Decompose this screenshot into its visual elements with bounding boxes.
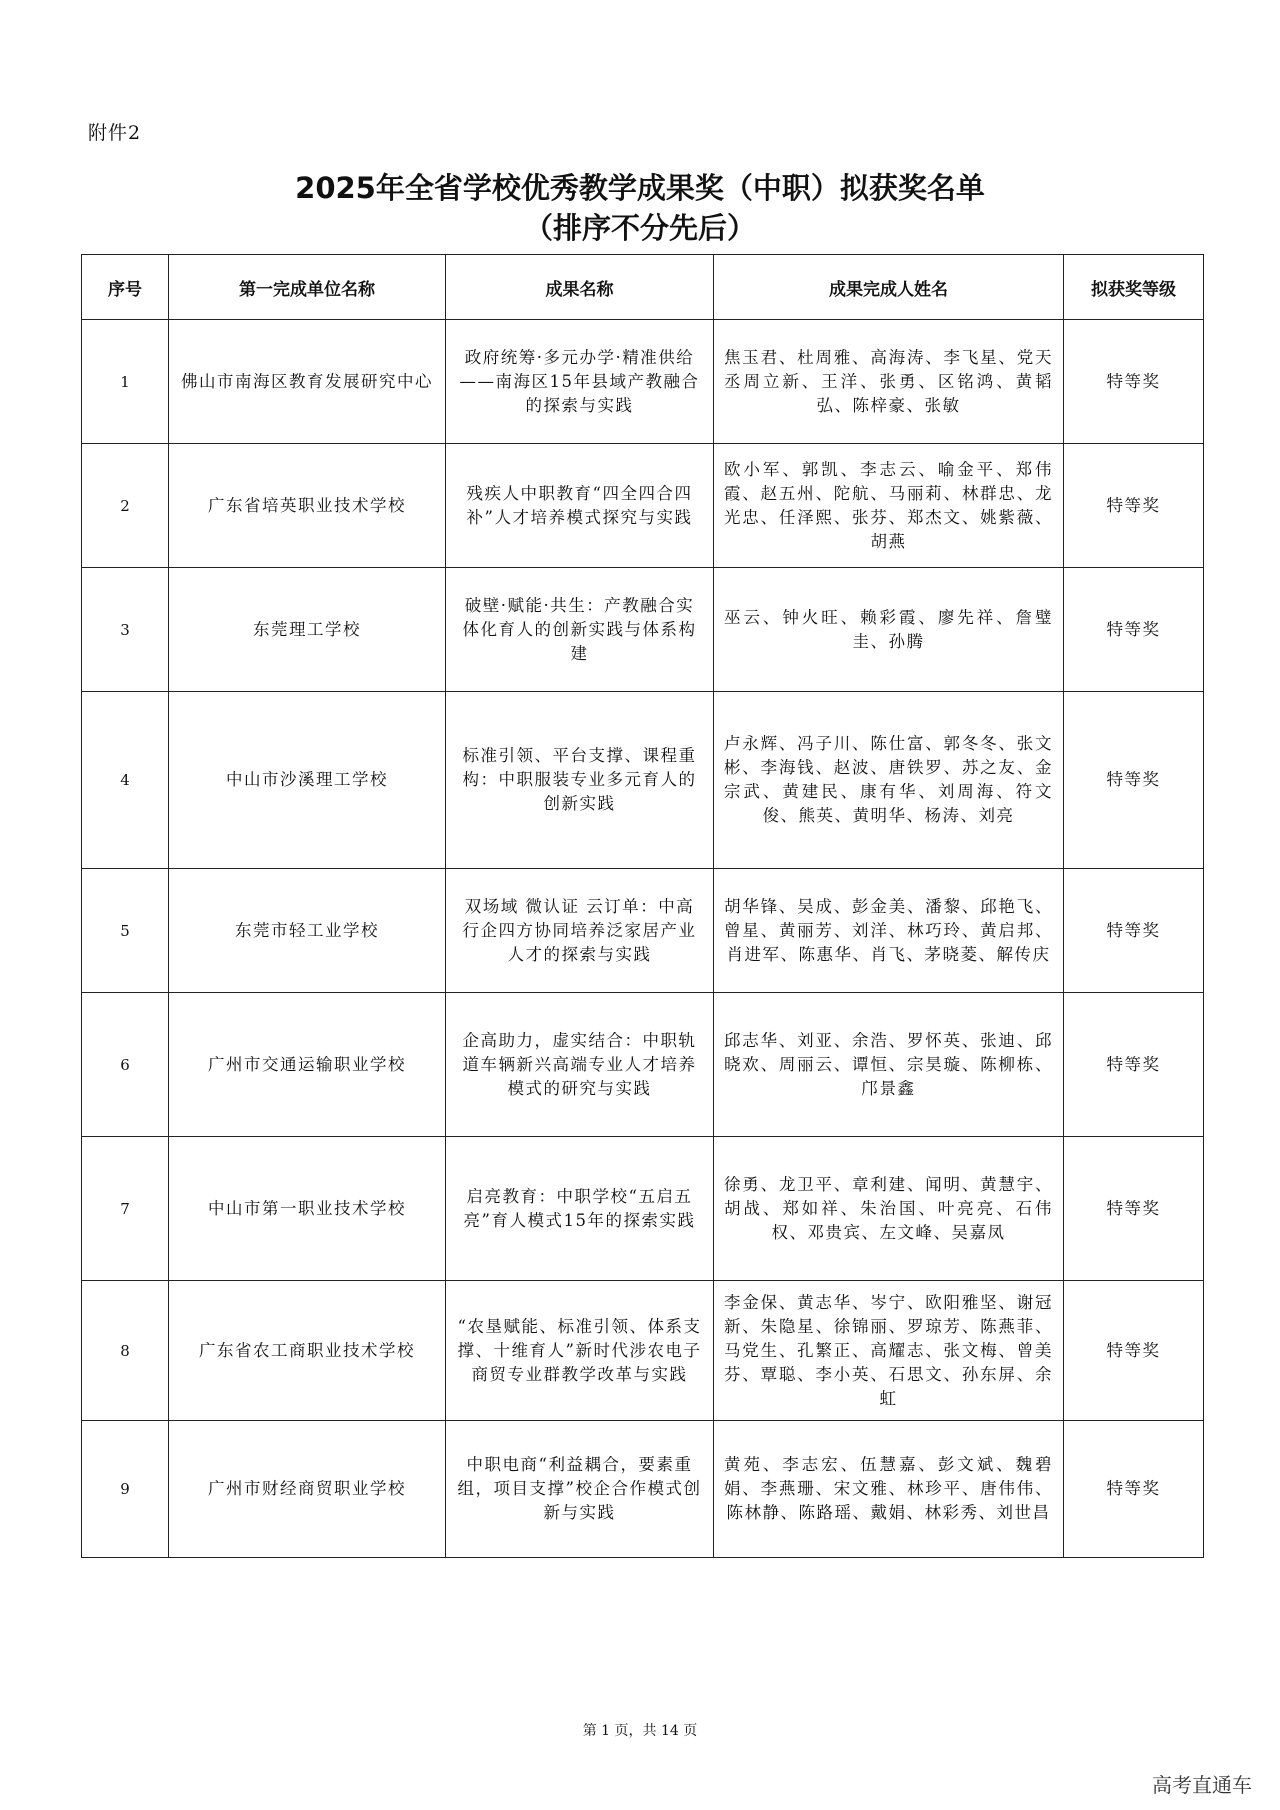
row-unit: 广州市财经商贸职业学校 <box>169 1421 446 1558</box>
row-persons: 卢永辉、冯子川、陈仕富、郭冬冬、张文彬、李海钱、赵波、唐铁罗、苏之友、金宗武、黄建民、康有华、刘周海、符文俊、熊英、黄明华、杨涛、刘亮 <box>714 692 1064 869</box>
row-level: 特等奖 <box>1064 869 1204 993</box>
table-row <box>82 1421 1204 1558</box>
row-achievement: 中职电商“利益耦合，要素重组，项目支撑”校企合作模式创新与实践 <box>446 1421 714 1558</box>
document-title: 2025年全省学校优秀教学成果奖（中职）拟获奖名单 <box>295 171 985 205</box>
attachment-label: 附件2 <box>88 122 142 144</box>
row-level: 特等奖 <box>1064 993 1204 1137</box>
page-footer: 第 1 页，共 14 页 <box>582 1723 698 1739</box>
row-persons: 邱志华、刘亚、余浩、罗怀英、张迪、邱晓欢、周丽云、谭恒、宗昊璇、陈柳栋、邝景鑫 <box>714 993 1064 1137</box>
row-seq: 4 <box>82 692 169 869</box>
table-row <box>82 1137 1204 1281</box>
row-seq: 5 <box>82 869 169 993</box>
row-unit: 中山市沙溪理工学校 <box>169 692 446 869</box>
header-seq: 序号 <box>82 255 169 320</box>
row-level: 特等奖 <box>1064 1421 1204 1558</box>
watermark-text: 高考直通车 <box>1152 1773 1252 1797</box>
row-seq: 8 <box>82 1281 169 1421</box>
row-unit: 广东省培英职业技术学校 <box>169 444 446 568</box>
row-seq: 3 <box>82 568 169 692</box>
row-unit: 中山市第一职业技术学校 <box>169 1137 446 1281</box>
header-achievement: 成果名称 <box>446 255 714 320</box>
table-row <box>82 993 1204 1137</box>
row-achievement: 政府统筹·多元办学·精准供给——南海区15年县域产教融合的探索与实践 <box>446 320 714 444</box>
row-seq: 9 <box>82 1421 169 1558</box>
row-unit: 东莞市轻工业学校 <box>169 869 446 993</box>
row-level: 特等奖 <box>1064 320 1204 444</box>
table-row <box>82 568 1204 692</box>
row-persons: 徐勇、龙卫平、章利建、闻明、黄慧宇、胡战、郑如祥、朱治国、叶亮亮、石伟权、邓贵宾、左文峰、吴嘉凤 <box>714 1137 1064 1281</box>
row-achievement: 标准引领、平台支撑、课程重构：中职服装专业多元育人的创新实践 <box>446 692 714 869</box>
row-unit: 广州市交通运输职业学校 <box>169 993 446 1137</box>
row-level: 特等奖 <box>1064 444 1204 568</box>
table-row <box>82 869 1204 993</box>
row-persons: 欧小军、郭凯、李志云、喻金平、郑伟霞、赵五州、陀航、马丽莉、林群忠、龙光忠、任泽熙、张芬、郑杰文、姚紫薇、胡燕 <box>714 444 1064 568</box>
row-achievement: 企高助力，虚实结合：中职轨道车辆新兴高端专业人才培养模式的研究与实践 <box>446 993 714 1137</box>
row-seq: 2 <box>82 444 169 568</box>
row-level: 特等奖 <box>1064 1281 1204 1421</box>
header-unit: 第一完成单位名称 <box>169 255 446 320</box>
row-unit: 东莞理工学校 <box>169 568 446 692</box>
row-persons: 焦玉君、杜周雅、高海涛、李飞星、党天丞周立新、王洋、张勇、区铭鸿、黄韬弘、陈梓豪、张敏 <box>714 320 1064 444</box>
table-row <box>82 1281 1204 1421</box>
table-header-row <box>82 255 1204 320</box>
row-achievement: 启亮教育：中职学校“五启五亮”育人模式15年的探索实践 <box>446 1137 714 1281</box>
row-persons: 李金保、黄志华、岑宁、欧阳雅坚、谢冠新、朱隐星、徐锦丽、罗琼芳、陈燕菲、马党生、孔繁正、高耀志、张文梅、曾美芬、覃聪、李小英、石思文、孙东屏、余虹 <box>714 1281 1064 1421</box>
row-level: 特等奖 <box>1064 568 1204 692</box>
row-level: 特等奖 <box>1064 692 1204 869</box>
document-subtitle: （排序不分先后） <box>523 211 756 245</box>
row-seq: 7 <box>82 1137 169 1281</box>
award-table <box>81 254 1204 1558</box>
row-unit: 广东省农工商职业技术学校 <box>169 1281 446 1421</box>
header-persons: 成果完成人姓名 <box>714 255 1064 320</box>
table-row <box>82 444 1204 568</box>
row-achievement: “农垦赋能、标准引领、体系支撑、十维育人”新时代涉农电子商贸专业群教学改革与实践 <box>446 1281 714 1421</box>
table-row <box>82 320 1204 444</box>
row-persons: 巫云、钟火旺、赖彩霞、廖先祥、詹璧圭、孙腾 <box>714 568 1064 692</box>
row-achievement: 双场域 微认证 云订单：中高行企四方协同培养泛家居产业人才的探索与实践 <box>446 869 714 993</box>
row-seq: 6 <box>82 993 169 1137</box>
row-unit: 佛山市南海区教育发展研究中心 <box>169 320 446 444</box>
row-achievement: 破壁·赋能·共生：产教融合实体化育人的创新实践与体系构建 <box>446 568 714 692</box>
row-seq: 1 <box>82 320 169 444</box>
row-achievement: 残疾人中职教育“四全四合四补”人才培养模式探究与实践 <box>446 444 714 568</box>
row-persons: 黄苑、李志宏、伍慧嘉、彭文斌、魏碧娟、李燕珊、宋文雅、林珍平、唐伟伟、陈林静、陈路瑶、戴娟、林彩秀、刘世昌 <box>714 1421 1064 1558</box>
table-row <box>82 692 1204 869</box>
row-level: 特等奖 <box>1064 1137 1204 1281</box>
header-level: 拟获奖等级 <box>1064 255 1204 320</box>
row-persons: 胡华锋、吴成、彭金美、潘黎、邱艳飞、曾星、黄丽芳、刘洋、林巧玲、黄启邦、肖进军、陈惠华、肖飞、茅晓菱、解传庆 <box>714 869 1064 993</box>
